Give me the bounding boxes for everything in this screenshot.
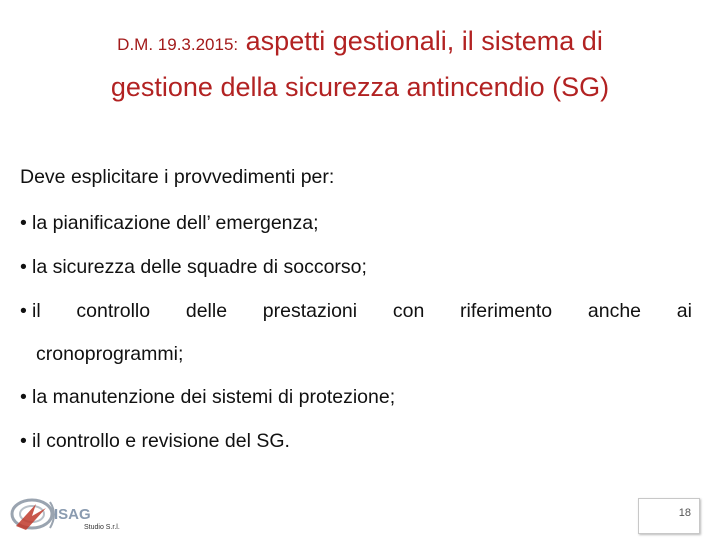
slide-title <box>0 20 720 109</box>
bullet-text: la sicurezza delle squadre di soccorso; <box>32 256 367 278</box>
title-prefix: D.M. 19.3.2015: <box>117 35 239 54</box>
page-number-box <box>638 498 700 534</box>
bullet-word: con <box>392 300 425 322</box>
isag-logo <box>6 494 136 536</box>
bullet-word: delle <box>185 300 228 322</box>
bullet-item <box>20 386 395 409</box>
title-line-1 <box>0 20 720 66</box>
logo-subtitle: Studio S.r.l. <box>84 524 120 531</box>
title-line-2: gestione della sicurezza antincendio (SG) <box>110 72 610 102</box>
bullet-continuation: cronoprogrammi; <box>36 343 184 365</box>
bullet-dot: • <box>20 256 27 278</box>
bullet-text: la pianificazione dell’ emergenza; <box>32 212 319 234</box>
intro-text: Deve esplicitare i provvedimenti per: <box>20 166 335 188</box>
page-number: 18 <box>678 507 691 519</box>
bullet-item <box>20 256 367 279</box>
bullet-text: la manutenzione dei sistemi di protezione; <box>32 386 396 408</box>
bullet-item-justified <box>20 300 692 323</box>
bullet-dot: • <box>20 212 27 234</box>
bullet-dot: • <box>20 430 27 452</box>
bullet-word: prestazioni <box>262 300 358 322</box>
bullet-item <box>20 212 319 235</box>
bullet-word: anche <box>587 300 642 322</box>
bullet-text: il controllo e revisione del SG. <box>32 430 290 452</box>
bullet-dot: • <box>20 300 27 322</box>
bullet-word: controllo <box>76 300 151 322</box>
bullet-word-first <box>20 300 41 323</box>
bullet-word: il <box>32 300 41 322</box>
bullet-item <box>20 430 290 453</box>
title-line-1-text: aspetti gestionali, il sistema di <box>245 26 603 56</box>
bullet-dot: • <box>20 386 27 408</box>
bullet-word: riferimento <box>460 300 553 322</box>
bullet-word: ai <box>676 300 692 322</box>
logo-name: ISAG <box>54 506 91 523</box>
